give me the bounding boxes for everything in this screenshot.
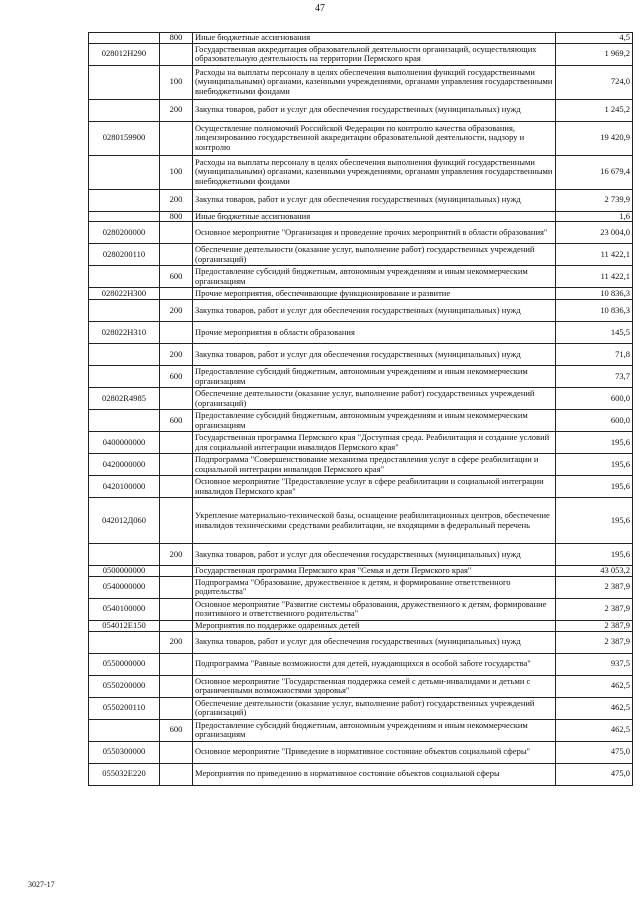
row-expense-type: 100 — [160, 155, 193, 189]
table-row — [89, 266, 633, 288]
table-row — [89, 99, 633, 121]
row-code — [89, 189, 160, 211]
row-code: 0550200000 — [89, 675, 160, 697]
row-amount: 19 420,9 — [556, 121, 633, 155]
row-expense-type: 200 — [160, 631, 193, 653]
page-number: 47 — [315, 3, 325, 14]
row-code: 0550300000 — [89, 741, 160, 763]
row-expense-type — [160, 498, 193, 544]
row-expense-type — [160, 288, 193, 300]
row-code — [89, 266, 160, 288]
row-expense-type — [160, 653, 193, 675]
row-amount: 195,6 — [556, 454, 633, 476]
row-code: 0400000000 — [89, 432, 160, 454]
row-expense-type — [160, 432, 193, 454]
row-code — [89, 33, 160, 44]
table-row — [89, 432, 633, 454]
row-amount: 10 836,3 — [556, 300, 633, 322]
row-code: 028022Н310 — [89, 322, 160, 344]
row-name: Расходы на выплаты персоналу в целях обеспечения выполнения функций государственными (муниципальными) органами, казенными учреждениями, органами управления государственными внебюджетными фондами — [193, 65, 556, 99]
row-amount: 475,0 — [556, 741, 633, 763]
row-name: Закупка товаров, работ и услуг для обеспечения государственных (муниципальных) нужд — [193, 631, 556, 653]
row-name: Закупка товаров, работ и услуг для обеспечения государственных (муниципальных) нужд — [193, 99, 556, 121]
row-name: Мероприятия по поддержке одаренных детей — [193, 620, 556, 631]
row-amount: 10 836,3 — [556, 288, 633, 300]
table-row — [89, 653, 633, 675]
table-row — [89, 763, 633, 785]
row-code — [89, 300, 160, 322]
row-code: 0540100000 — [89, 598, 160, 620]
row-expense-type — [160, 675, 193, 697]
row-code — [89, 410, 160, 432]
row-code: 0280200000 — [89, 222, 160, 244]
row-code — [89, 344, 160, 366]
row-expense-type — [160, 222, 193, 244]
row-amount: 16 679,4 — [556, 155, 633, 189]
table-row — [89, 288, 633, 300]
row-expense-type — [160, 388, 193, 410]
row-expense-type: 600 — [160, 366, 193, 388]
row-name: Государственная программа Пермского края "Доступная среда. Реабилитация и создание условий для социальной интеграции инвалидов Пермского края" — [193, 432, 556, 454]
row-code — [89, 65, 160, 99]
row-amount: 724,0 — [556, 65, 633, 99]
row-expense-type — [160, 244, 193, 266]
row-name: Укрепление материально-технической базы, оснащение реабилитационных центров, обеспечение инвалидов техническими средствами реабилитации, не входящими в федеральный перечень — [193, 498, 556, 544]
row-amount: 2 387,9 — [556, 620, 633, 631]
row-expense-type — [160, 322, 193, 344]
row-expense-type — [160, 620, 193, 631]
table-row — [89, 388, 633, 410]
row-expense-type: 200 — [160, 300, 193, 322]
row-name: Основное мероприятие "Государственная поддержка семей с детьми-инвалидами и детьми с ограниченными возможностями здоровья" — [193, 675, 556, 697]
row-code: 042012Д060 — [89, 498, 160, 544]
row-amount: 475,0 — [556, 763, 633, 785]
row-code: 02802R4985 — [89, 388, 160, 410]
row-code: 0420100000 — [89, 476, 160, 498]
table-row — [89, 598, 633, 620]
row-name: Основное мероприятие "Развитие системы образования, дружественного к детям, формирование позитивного и ответственного родительства" — [193, 598, 556, 620]
row-expense-type: 100 — [160, 65, 193, 99]
table-row — [89, 620, 633, 631]
row-code: 0550200110 — [89, 697, 160, 719]
table-row — [89, 300, 633, 322]
row-name: Осуществление полномочий Российской Федерации по контролю качества образования, лицензированию государственной аккредитации образовательной деятельности, надзору и контролю — [193, 121, 556, 155]
table-row — [89, 631, 633, 653]
row-name: Закупка товаров, работ и услуг для обеспечения государственных (муниципальных) нужд — [193, 544, 556, 566]
row-name: Подпрограмма "Равные возможности для детей, нуждающихся в особой заботе государства" — [193, 653, 556, 675]
row-amount: 2 739,9 — [556, 189, 633, 211]
row-amount: 462,5 — [556, 675, 633, 697]
row-name: Иные бюджетные ассигнования — [193, 33, 556, 44]
row-code: 055032Е220 — [89, 763, 160, 785]
row-expense-type: 800 — [160, 211, 193, 222]
row-name: Закупка товаров, работ и услуг для обеспечения государственных (муниципальных) нужд — [193, 189, 556, 211]
row-name: Подпрограмма "Образование, дружественное к детям, и формирование ответственного родительства" — [193, 576, 556, 598]
table-row — [89, 454, 633, 476]
table-row — [89, 43, 633, 65]
row-name: Закупка товаров, работ и услуг для обеспечения государственных (муниципальных) нужд — [193, 344, 556, 366]
row-code: 028012Н290 — [89, 43, 160, 65]
row-name: Предоставление субсидий бюджетным, автономным учреждениям и иным некоммерческим организациям — [193, 719, 556, 741]
row-code: 054012Е150 — [89, 620, 160, 631]
row-code: 0500000000 — [89, 566, 160, 577]
row-code: 0540000000 — [89, 576, 160, 598]
row-name: Прочие мероприятия, обеспечивающие функционирование и развитие — [193, 288, 556, 300]
row-amount: 1 245,2 — [556, 99, 633, 121]
row-amount: 195,6 — [556, 476, 633, 498]
row-name: Основное мероприятие "Организация и проведение прочих мероприятий в области образования" — [193, 222, 556, 244]
row-expense-type — [160, 576, 193, 598]
row-name: Подпрограмма "Совершенствование механизма предоставления услуг в сфере реабилитации и социальной интеграции инвалидов Пермского края" — [193, 454, 556, 476]
row-code — [89, 155, 160, 189]
row-expense-type — [160, 476, 193, 498]
table-row — [89, 576, 633, 598]
row-expense-type — [160, 454, 193, 476]
budget-table-body — [89, 33, 633, 786]
row-name: Закупка товаров, работ и услуг для обеспечения государственных (муниципальных) нужд — [193, 300, 556, 322]
table-row — [89, 719, 633, 741]
table-row — [89, 344, 633, 366]
row-expense-type: 600 — [160, 410, 193, 432]
row-code — [89, 211, 160, 222]
row-amount: 145,5 — [556, 322, 633, 344]
row-amount: 73,7 — [556, 366, 633, 388]
row-expense-type: 800 — [160, 33, 193, 44]
row-amount: 600,0 — [556, 410, 633, 432]
row-name: Основное мероприятие "Приведение в нормативное состояние объектов социальной сферы" — [193, 741, 556, 763]
table-row — [89, 498, 633, 544]
row-amount: 462,5 — [556, 697, 633, 719]
row-amount: 11 422,1 — [556, 266, 633, 288]
row-expense-type: 200 — [160, 344, 193, 366]
row-amount: 937,5 — [556, 653, 633, 675]
row-code — [89, 719, 160, 741]
row-code: 0420000000 — [89, 454, 160, 476]
row-name: Предоставление субсидий бюджетным, автономным учреждениям и иным некоммерческим организациям — [193, 366, 556, 388]
row-amount: 600,0 — [556, 388, 633, 410]
row-amount: 1,6 — [556, 211, 633, 222]
row-expense-type — [160, 566, 193, 577]
table-row — [89, 675, 633, 697]
row-code: 0280159900 — [89, 121, 160, 155]
row-expense-type — [160, 697, 193, 719]
row-name: Государственная аккредитация образовательной деятельности организаций, осуществляющих образовательную деятельность на территории Пермского края — [193, 43, 556, 65]
row-code: 0550000000 — [89, 653, 160, 675]
row-name: Основное мероприятие "Предоставление услуг в сфере реабилитации и социальной интеграции инвалидов Пермского края" — [193, 476, 556, 498]
row-code — [89, 366, 160, 388]
row-code — [89, 99, 160, 121]
row-expense-type — [160, 121, 193, 155]
row-amount: 2 387,9 — [556, 631, 633, 653]
row-amount: 462,5 — [556, 719, 633, 741]
row-amount: 23 004,0 — [556, 222, 633, 244]
table-row — [89, 211, 633, 222]
row-expense-type: 600 — [160, 266, 193, 288]
row-amount: 195,6 — [556, 544, 633, 566]
table-row — [89, 222, 633, 244]
table-row — [89, 33, 633, 44]
row-name: Обеспечение деятельности (оказание услуг, выполнение работ) государственных учреждений (организаций) — [193, 244, 556, 266]
table-row — [89, 741, 633, 763]
row-name: Расходы на выплаты персоналу в целях обеспечения выполнения функций государственными (муниципальными) органами, казенными учреждениями, органами управления государственными внебюджетными фондами — [193, 155, 556, 189]
table-row — [89, 121, 633, 155]
table-row — [89, 697, 633, 719]
row-amount: 4,5 — [556, 33, 633, 44]
table-row — [89, 410, 633, 432]
table-row — [89, 476, 633, 498]
table-row — [89, 544, 633, 566]
row-amount: 11 422,1 — [556, 244, 633, 266]
row-name: Предоставление субсидий бюджетным, автономным учреждениям и иным некоммерческим организациям — [193, 410, 556, 432]
row-amount: 2 387,9 — [556, 598, 633, 620]
row-expense-type: 200 — [160, 189, 193, 211]
row-expense-type — [160, 43, 193, 65]
row-expense-type — [160, 741, 193, 763]
row-amount: 1 969,2 — [556, 43, 633, 65]
table-row — [89, 366, 633, 388]
row-expense-type — [160, 763, 193, 785]
row-amount: 2 387,9 — [556, 576, 633, 598]
row-amount: 43 053,2 — [556, 566, 633, 577]
row-name: Государственная программа Пермского края "Семья и дети Пермского края" — [193, 566, 556, 577]
row-code: 0280200110 — [89, 244, 160, 266]
row-name: Обеспечение деятельности (оказание услуг, выполнение работ) государственных учреждений (организаций) — [193, 697, 556, 719]
row-code: 028022Н300 — [89, 288, 160, 300]
row-code — [89, 631, 160, 653]
document-id: 3027-17 — [28, 880, 55, 889]
row-expense-type: 600 — [160, 719, 193, 741]
row-code — [89, 544, 160, 566]
budget-table — [88, 32, 633, 786]
row-amount: 195,6 — [556, 432, 633, 454]
row-name: Обеспечение деятельности (оказание услуг, выполнение работ) государственных учреждений (организаций) — [193, 388, 556, 410]
table-row — [89, 65, 633, 99]
row-name: Иные бюджетные ассигнования — [193, 211, 556, 222]
row-amount: 195,6 — [556, 498, 633, 544]
table-row — [89, 322, 633, 344]
row-name: Предоставление субсидий бюджетным, автономным учреждениям и иным некоммерческим организациям — [193, 266, 556, 288]
table-row — [89, 566, 633, 577]
row-expense-type: 200 — [160, 99, 193, 121]
row-name: Прочие мероприятия в области образования — [193, 322, 556, 344]
row-name: Мероприятия по приведению в нормативное состояние объектов социальной сферы — [193, 763, 556, 785]
table-row — [89, 189, 633, 211]
table-row — [89, 244, 633, 266]
table-row — [89, 155, 633, 189]
row-expense-type — [160, 598, 193, 620]
row-amount: 71,8 — [556, 344, 633, 366]
row-expense-type: 200 — [160, 544, 193, 566]
